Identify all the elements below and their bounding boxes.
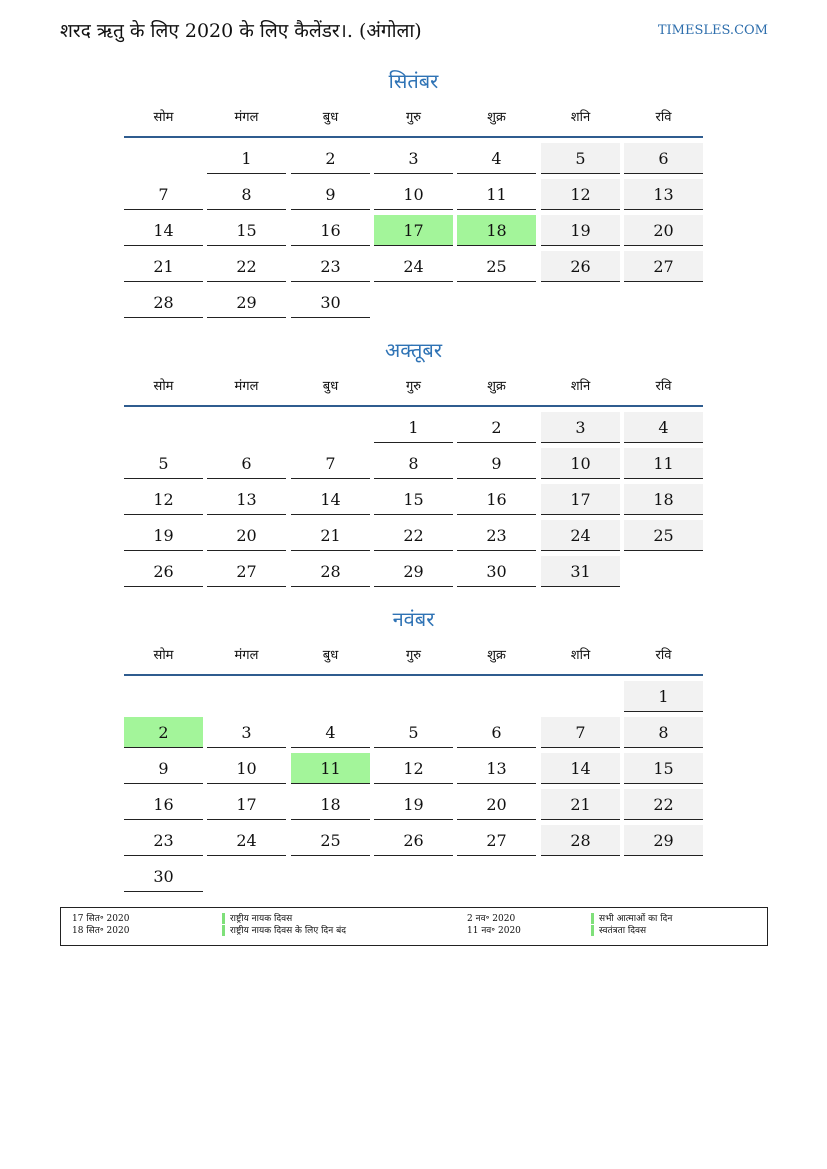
day-cell: 20	[457, 789, 536, 820]
weekday-header: गुरु	[405, 110, 422, 125]
day-cell: 26	[124, 556, 203, 587]
weekday-header: गुरु	[405, 379, 422, 394]
day-cell: 11	[291, 753, 370, 784]
day-cell: 17	[374, 215, 453, 246]
day-cell: 12	[374, 753, 453, 784]
day-cell: 22	[374, 520, 453, 551]
day-cell: 22	[624, 789, 703, 820]
weekday-header: सोम	[153, 379, 174, 394]
day-cell: 3	[207, 717, 286, 748]
day-cell: 15	[624, 753, 703, 784]
day-cell: 6	[624, 143, 703, 174]
month-title: सितंबर	[388, 69, 439, 93]
weekday-header: शनि	[570, 648, 591, 663]
legend-date: 18 सित॰ 2020	[72, 926, 130, 936]
day-cell: 18	[624, 484, 703, 515]
day-cell: 23	[457, 520, 536, 551]
weekday-header: रवि	[655, 110, 672, 125]
month-title: नवंबर	[392, 607, 435, 631]
day-cell: 13	[457, 753, 536, 784]
day-cell: 28	[124, 287, 203, 318]
day-cell: 24	[374, 251, 453, 282]
day-cell: 29	[374, 556, 453, 587]
weekday-header: शनि	[570, 110, 591, 125]
day-cell: 22	[207, 251, 286, 282]
legend-holiday-name: राष्ट्रीय नायक दिवस	[230, 914, 293, 924]
day-cell: 19	[541, 215, 620, 246]
day-cell: 19	[374, 789, 453, 820]
day-cell: 17	[541, 484, 620, 515]
day-cell: 16	[291, 215, 370, 246]
day-cell: 15	[207, 215, 286, 246]
day-cell: 13	[624, 179, 703, 210]
weekday-header: बुध	[322, 110, 339, 125]
day-cell: 31	[541, 556, 620, 587]
weekday-header: रवि	[655, 648, 672, 663]
day-cell: 21	[291, 520, 370, 551]
site-link[interactable]: TIMESLES.COM	[657, 23, 768, 38]
header-divider	[124, 405, 703, 407]
day-cell: 4	[457, 143, 536, 174]
day-cell: 15	[374, 484, 453, 515]
weekday-header: शुक्र	[487, 648, 506, 663]
legend-color-marker	[222, 925, 225, 936]
day-cell: 6	[457, 717, 536, 748]
weekday-header: मंगल	[234, 379, 259, 394]
weekday-header: सोम	[153, 648, 174, 663]
day-cell: 5	[374, 717, 453, 748]
day-cell: 29	[207, 287, 286, 318]
weekday-header: बुध	[322, 648, 339, 663]
header-divider	[124, 136, 703, 138]
day-cell: 4	[624, 412, 703, 443]
day-cell: 26	[541, 251, 620, 282]
day-cell: 6	[207, 448, 286, 479]
day-cell: 7	[124, 179, 203, 210]
day-cell: 4	[291, 717, 370, 748]
weekday-header: शुक्र	[487, 379, 506, 394]
day-cell: 9	[291, 179, 370, 210]
page-title: शरद ऋतु के लिए 2020 के लिए कैलेंडर।. (अंगोला)	[60, 20, 422, 42]
day-cell: 12	[541, 179, 620, 210]
day-cell: 18	[291, 789, 370, 820]
day-cell: 19	[124, 520, 203, 551]
day-cell: 16	[457, 484, 536, 515]
day-cell: 18	[457, 215, 536, 246]
day-cell: 10	[374, 179, 453, 210]
day-cell: 14	[124, 215, 203, 246]
day-cell: 11	[624, 448, 703, 479]
day-cell: 2	[457, 412, 536, 443]
day-cell: 14	[541, 753, 620, 784]
day-cell: 11	[457, 179, 536, 210]
day-cell: 30	[291, 287, 370, 318]
weekday-header: मंगल	[234, 648, 259, 663]
month-title: अक्तूबर	[385, 338, 442, 362]
day-cell: 27	[207, 556, 286, 587]
day-cell: 24	[541, 520, 620, 551]
day-cell: 12	[124, 484, 203, 515]
day-cell: 28	[541, 825, 620, 856]
legend-color-marker	[222, 913, 225, 924]
day-cell: 3	[541, 412, 620, 443]
day-cell: 27	[624, 251, 703, 282]
day-cell: 9	[124, 753, 203, 784]
day-cell: 25	[457, 251, 536, 282]
day-cell: 28	[291, 556, 370, 587]
day-cell: 7	[291, 448, 370, 479]
day-cell: 8	[624, 717, 703, 748]
weekday-header: मंगल	[234, 110, 259, 125]
day-cell: 3	[374, 143, 453, 174]
day-cell: 26	[374, 825, 453, 856]
day-cell: 9	[457, 448, 536, 479]
day-cell: 20	[207, 520, 286, 551]
day-cell: 21	[124, 251, 203, 282]
day-cell: 10	[207, 753, 286, 784]
day-cell: 25	[291, 825, 370, 856]
day-cell: 29	[624, 825, 703, 856]
day-cell: 24	[207, 825, 286, 856]
weekday-header: बुध	[322, 379, 339, 394]
day-cell: 17	[207, 789, 286, 820]
day-cell: 2	[124, 717, 203, 748]
day-cell: 8	[374, 448, 453, 479]
day-cell: 20	[624, 215, 703, 246]
legend-date: 11 नव॰ 2020	[467, 926, 521, 936]
day-cell: 5	[541, 143, 620, 174]
day-cell: 30	[457, 556, 536, 587]
day-cell: 14	[291, 484, 370, 515]
legend-color-marker	[591, 913, 594, 924]
legend-color-marker	[591, 925, 594, 936]
day-cell: 1	[207, 143, 286, 174]
day-cell: 13	[207, 484, 286, 515]
day-cell: 16	[124, 789, 203, 820]
legend-holiday-name: स्वतंत्रता दिवस	[599, 926, 647, 936]
weekday-header: शुक्र	[487, 110, 506, 125]
day-cell: 25	[624, 520, 703, 551]
day-cell: 27	[457, 825, 536, 856]
day-cell: 5	[124, 448, 203, 479]
day-cell: 1	[374, 412, 453, 443]
day-cell: 23	[124, 825, 203, 856]
legend-date: 2 नव॰ 2020	[467, 914, 516, 924]
day-cell: 7	[541, 717, 620, 748]
weekday-header: रवि	[655, 379, 672, 394]
weekday-header: शनि	[570, 379, 591, 394]
legend-date: 17 सित॰ 2020	[72, 914, 130, 924]
legend-holiday-name: सभी आत्माओं का दिन	[599, 914, 673, 924]
day-cell: 23	[291, 251, 370, 282]
day-cell: 2	[291, 143, 370, 174]
legend-holiday-name: राष्ट्रीय नायक दिवस के लिए दिन बंद	[230, 926, 346, 936]
day-cell: 30	[124, 861, 203, 892]
day-cell: 10	[541, 448, 620, 479]
day-cell: 8	[207, 179, 286, 210]
day-cell: 21	[541, 789, 620, 820]
weekday-header: गुरु	[405, 648, 422, 663]
day-cell: 1	[624, 681, 703, 712]
weekday-header: सोम	[153, 110, 174, 125]
header-divider	[124, 674, 703, 676]
holiday-legend	[60, 907, 768, 946]
